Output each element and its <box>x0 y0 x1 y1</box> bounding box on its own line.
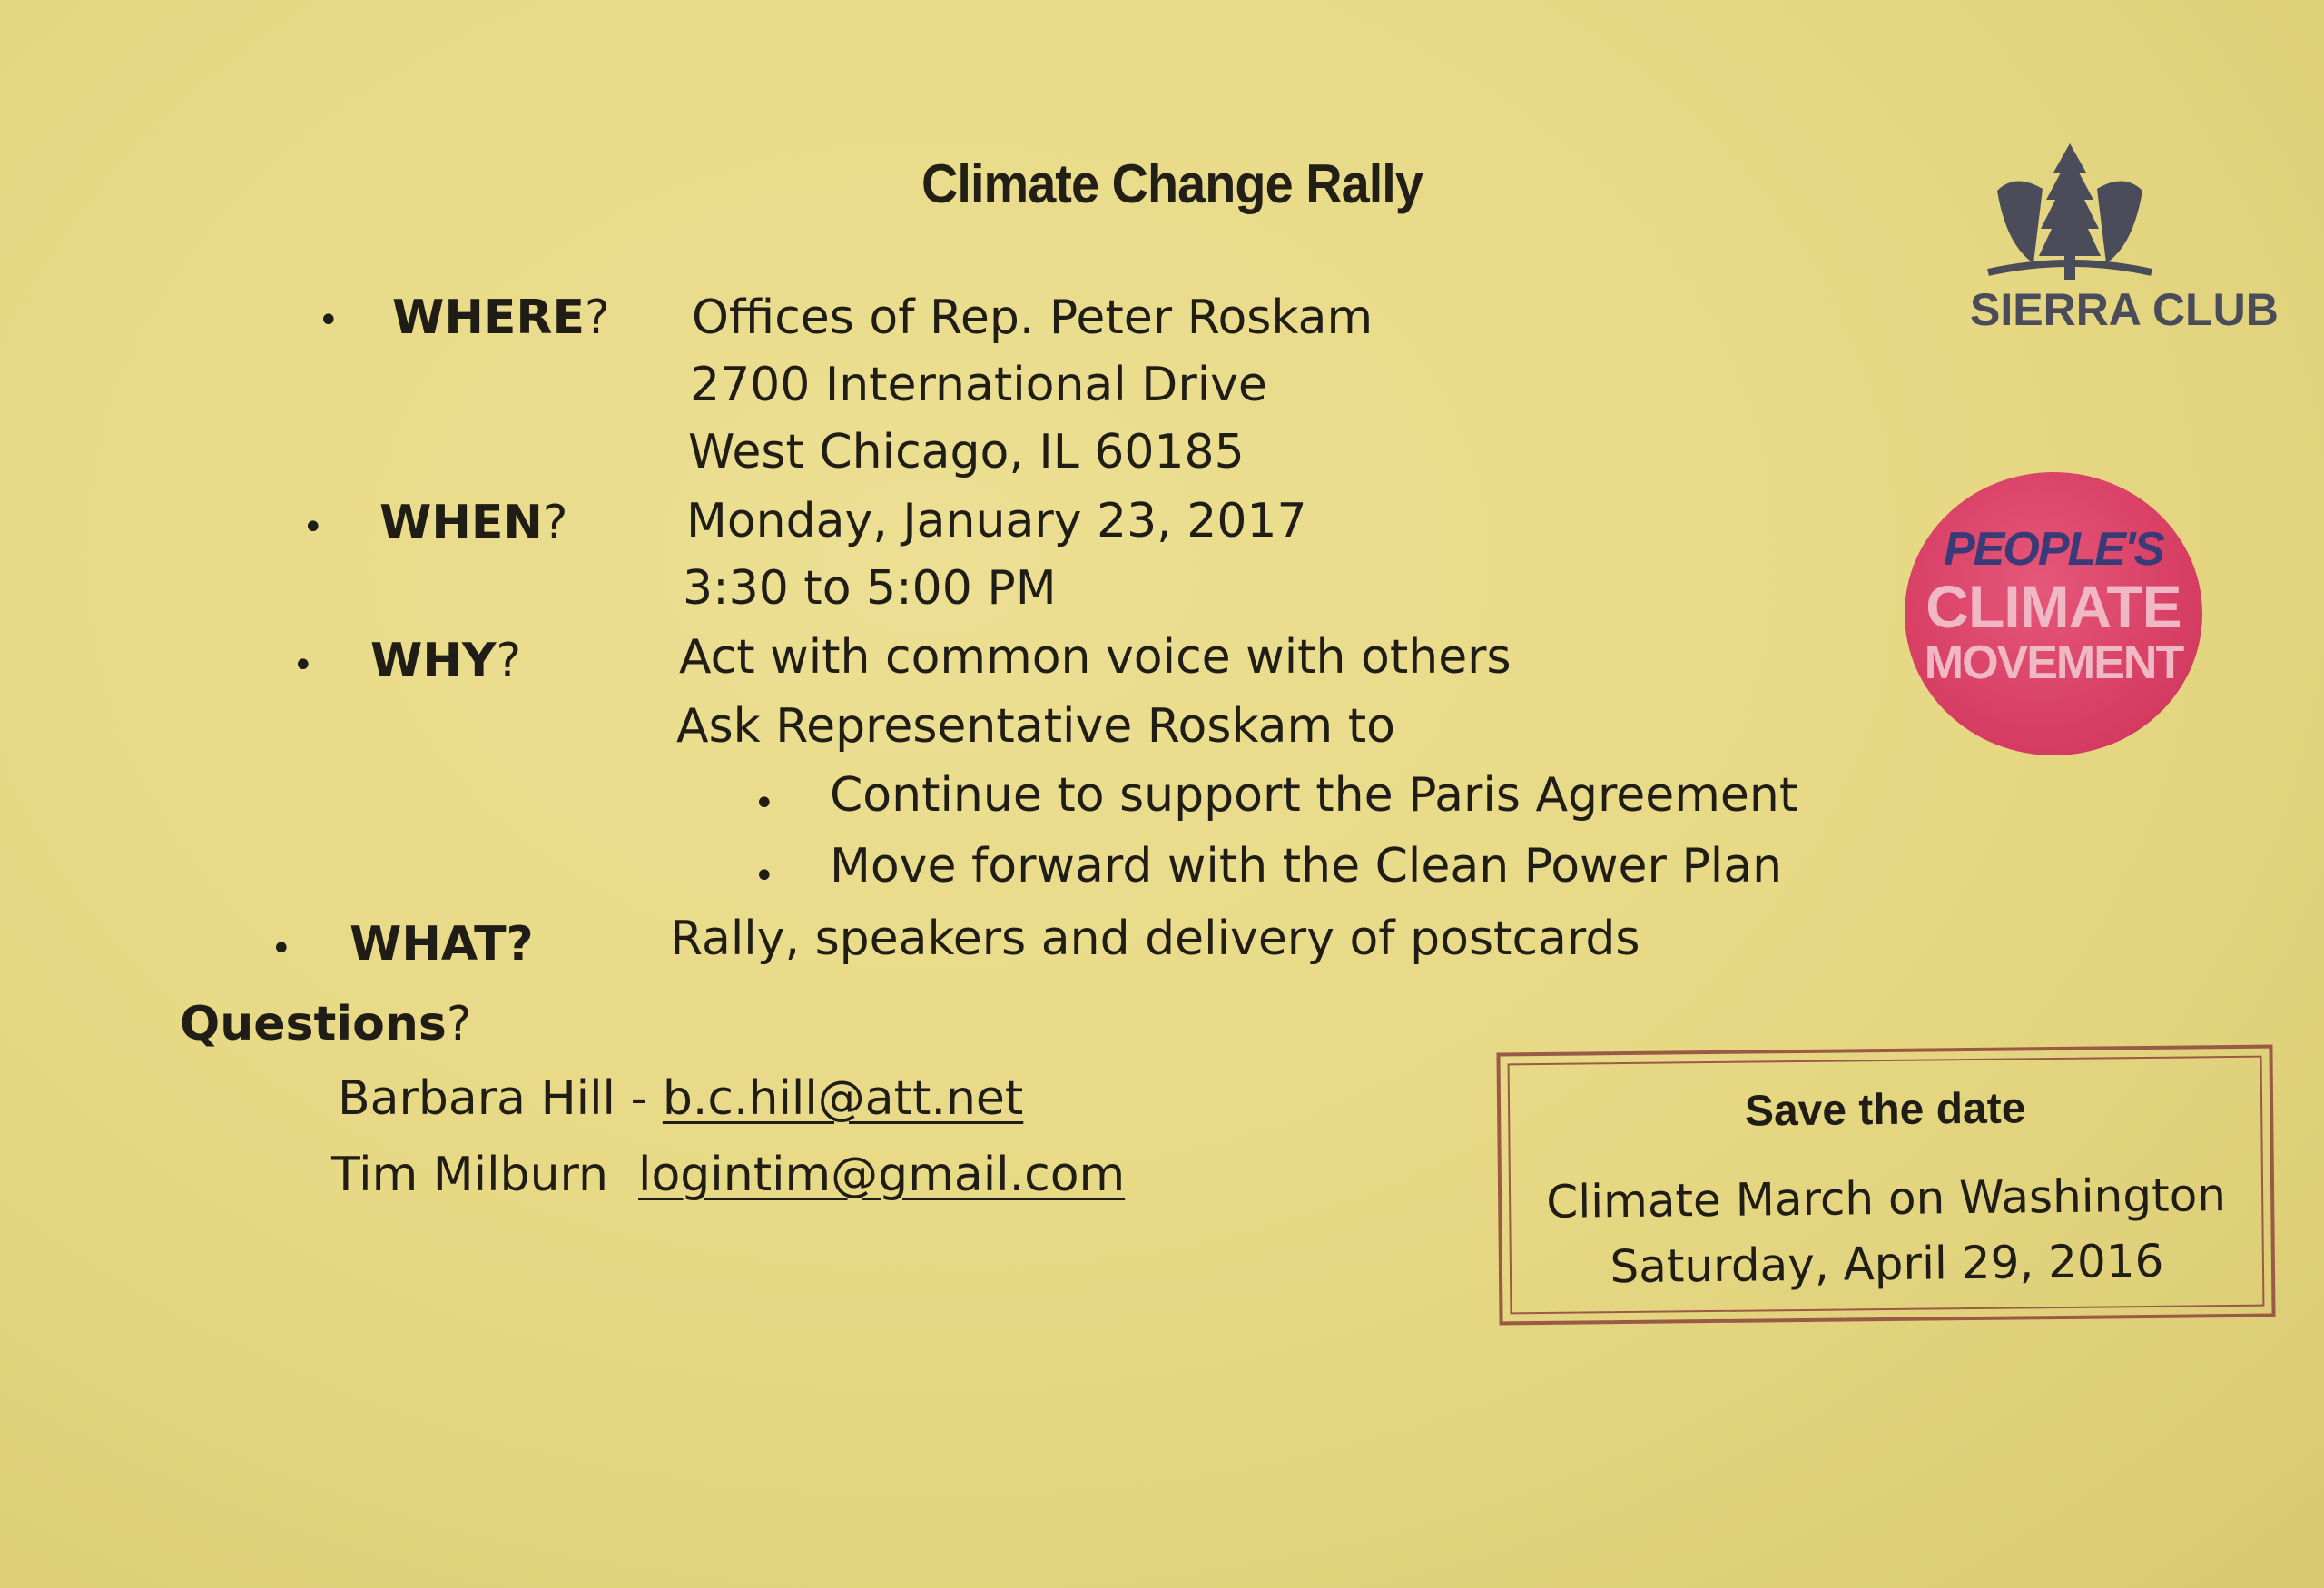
sequoia-tree-icon <box>1979 136 2161 286</box>
contact-email-link[interactable]: logintim@gmail.com <box>638 1148 1126 1202</box>
sierra-club-logo <box>1970 136 2279 386</box>
save-the-date-date: Saturday, April 29, 2016 <box>1610 1234 2164 1294</box>
why-subitem-2: Move forward with the Clean Power Plan <box>830 839 1783 893</box>
what-text: Rally, speakers and delivery of postcards <box>670 912 1640 966</box>
page-title: Climate Change Rally <box>921 153 1423 214</box>
why-label: WHY? <box>370 634 522 688</box>
contact-row <box>338 1071 1023 1126</box>
why-subitem-1: Continue to support the Paris Agreement <box>830 768 1798 823</box>
when-line-2: 3:30 to 5:00 PM <box>683 561 1057 616</box>
peoples-climate-movement-logo <box>1905 472 2202 755</box>
why-line-1: Act with common voice with others <box>679 630 1512 685</box>
why-line-2: Ask Representative Roskam to <box>676 699 1395 754</box>
bullet-why: • <box>292 645 314 686</box>
save-the-date-box <box>1496 1045 2275 1326</box>
save-the-date-title: Save the date <box>1744 1084 2026 1136</box>
bullet-where: • <box>318 300 340 341</box>
save-the-date-event: Climate March on Washington <box>1546 1169 2227 1228</box>
pcm-movement-text: MOVEMENT <box>1924 636 2183 689</box>
bullet-why-sub-1: • <box>753 783 775 824</box>
questions-label: Questions? <box>180 997 472 1051</box>
when-line-1: Monday, January 23, 2017 <box>686 494 1307 548</box>
pcm-climate-text: CLIMATE <box>1925 573 2181 640</box>
bullet-why-sub-2: • <box>753 855 775 897</box>
what-label: WHAT? <box>350 917 534 972</box>
bullet-what: • <box>271 928 292 970</box>
where-line-1: Offices of Rep. Peter Roskam <box>692 291 1374 345</box>
bullet-when: • <box>302 507 324 548</box>
when-label: WHEN? <box>379 496 568 550</box>
contact-name: Barbara Hill - <box>338 1071 648 1126</box>
sierra-club-wordmark: SIERRA CLUB <box>1970 284 2279 335</box>
contact-email-link[interactable]: b.c.hill@att.net <box>662 1071 1024 1126</box>
contact-row <box>331 1148 1125 1202</box>
where-line-3: West Chicago, IL 60185 <box>688 425 1245 479</box>
where-line-2: 2700 International Drive <box>690 358 1267 412</box>
contact-name: Tim Milburn <box>331 1148 608 1202</box>
where-label: WHERE? <box>392 291 610 345</box>
pcm-peoples-text: PEOPLE'S <box>1944 523 2163 576</box>
